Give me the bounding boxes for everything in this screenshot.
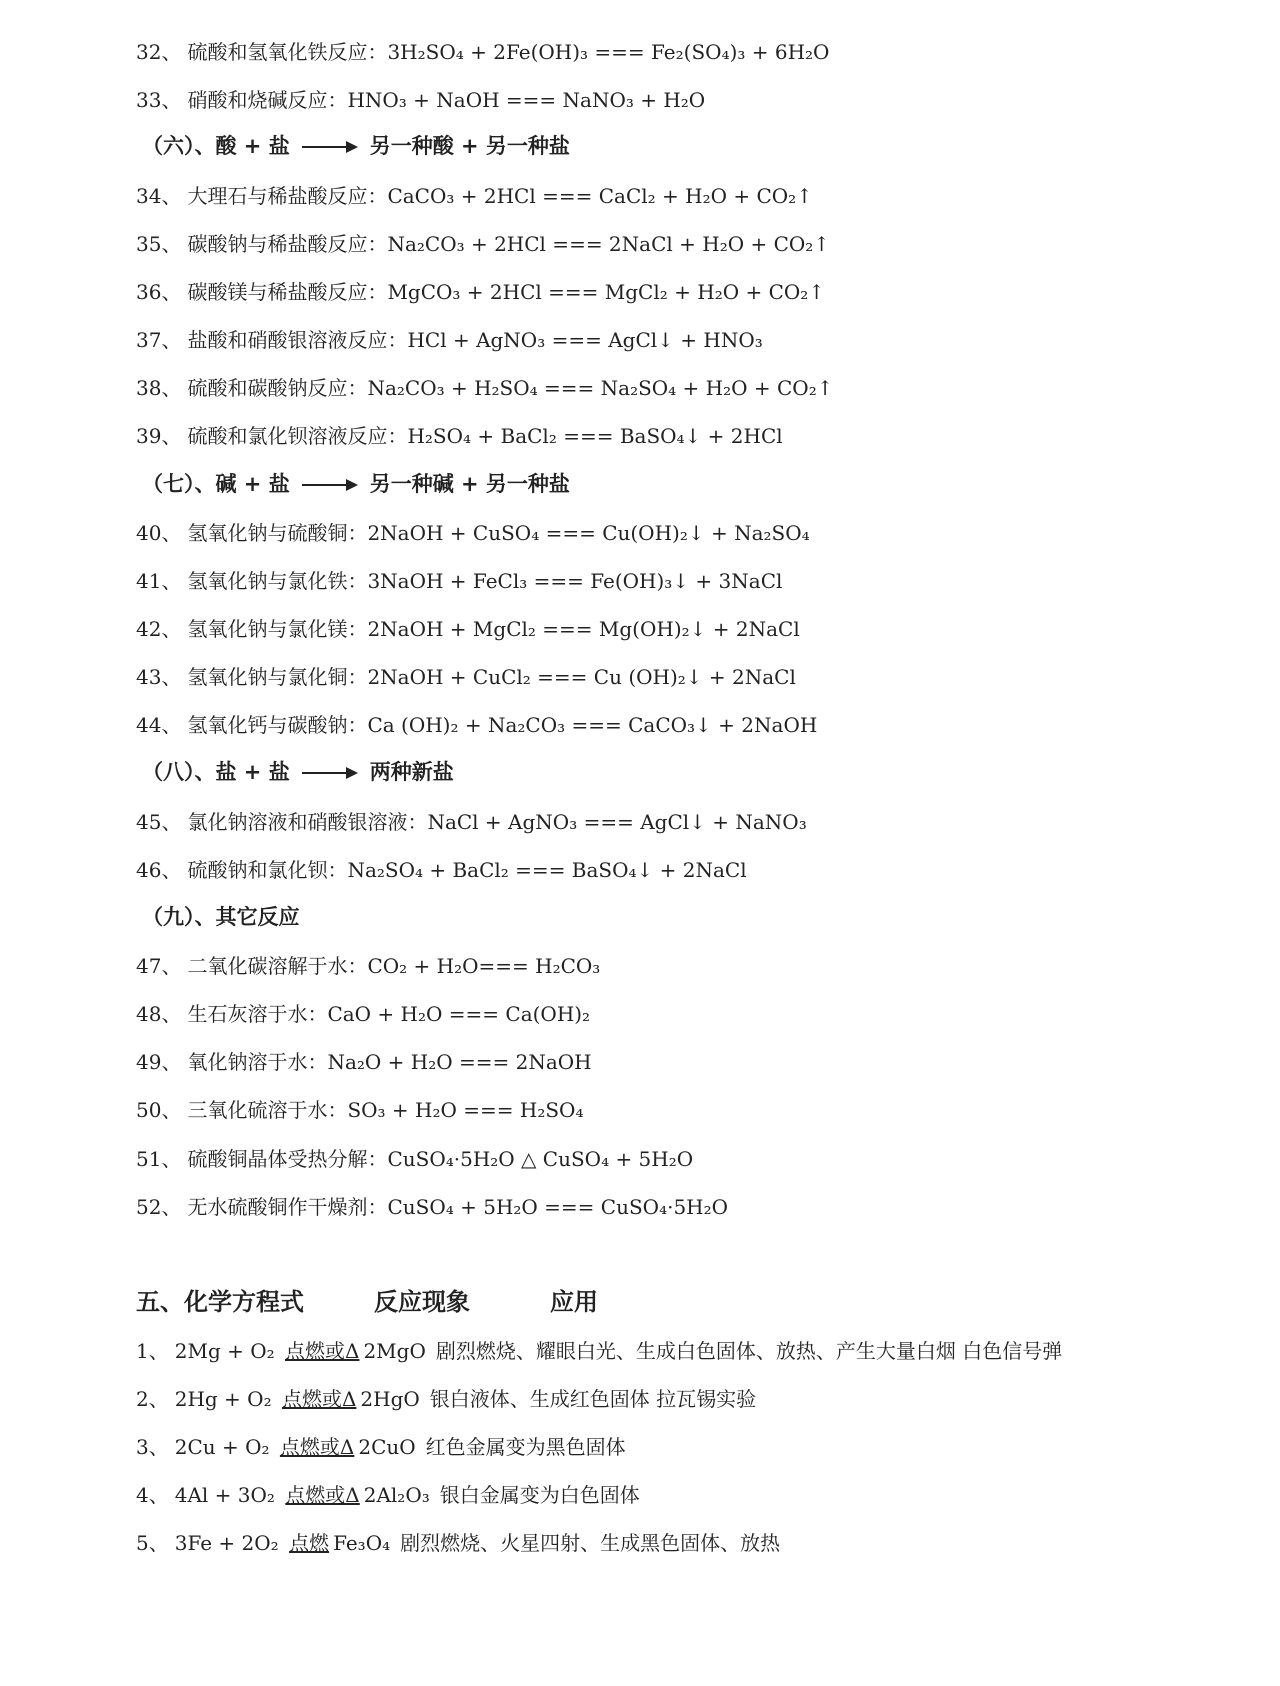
equation-line: 34、 大理石与稀盐酸反应：CaCO₃ + 2HCl === CaCl₂ + H₂O + CO₂↑ — [136, 184, 813, 208]
equation-line: 38、 硫酸和碳酸钠反应：Na₂CO₃ + H₂SO₄ === Na₂SO₄ + H₂O + CO₂↑ — [136, 376, 834, 400]
arrow-right-icon — [302, 141, 358, 153]
reaction-row: 1、 2Mg + O₂ 点燃或Δ 2MgO 剧烈燃烧、耀眼白光、生成白色固体、放热、产生大量白烟 白色信号弹 — [136, 1339, 1063, 1363]
equation-line: 46、 硫酸钠和氯化钡：Na₂SO₄ + BaCl₂ === BaSO₄↓ + 2NaCl — [136, 858, 747, 882]
equation-line: 39、 硫酸和氯化钡溶液反应：H₂SO₄ + BaCl₂ === BaSO₄↓ + 2HCl — [136, 424, 783, 448]
equation-line: 33、 硝酸和烧碱反应：HNO₃ + NaOH === NaNO₃ + H₂O — [136, 88, 706, 112]
col-heading-application: 应用 — [550, 1288, 598, 1316]
col-heading-phenomenon: 反应现象 — [374, 1288, 470, 1316]
reaction-row: 4、 4Al + 3O₂ 点燃或Δ 2Al₂O₃ 银白金属变为白色固体 — [136, 1483, 640, 1507]
equation-line: 50、 三氧化硫溶于水：SO₃ + H₂O === H₂SO₄ — [136, 1098, 584, 1122]
section-heading-other: （九）、其它反应 — [142, 905, 300, 929]
equation-line: 43、 氢氧化钠与氯化铜：2NaOH + CuCl₂ === Cu (OH)₂↓ + 2NaCl — [136, 665, 796, 689]
equation-line: 32、 硫酸和氢氧化铁反应：3H₂SO₄ + 2Fe(OH)₃ === Fe₂(SO₄)₃ + 6H₂O — [136, 40, 830, 64]
equation-line: 36、 碳酸镁与稀盐酸反应：MgCO₃ + 2HCl === MgCl₂ + H₂O + CO₂↑ — [136, 280, 826, 304]
equation-line: 37、 盐酸和硝酸银溶液反应：HCl + AgNO₃ === AgCl↓ + HNO₃ — [136, 328, 763, 352]
equation-line: 44、 氢氧化钙与碳酸钠：Ca (OH)₂ + Na₂CO₃ === CaCO₃↓ + 2NaOH — [136, 713, 818, 737]
equation-line: 35、 碳酸钠与稀盐酸反应：Na₂CO₃ + 2HCl === 2NaCl + H₂O + CO₂↑ — [136, 232, 831, 256]
section-heading-salt-salt: （八）、盐 + 盐 两种新盐 — [142, 760, 454, 784]
chapter-heading — [136, 1286, 598, 1318]
equation-line: 40、 氢氧化钠与硫酸铜：2NaOH + CuSO₄ === Cu(OH)₂↓ + Na₂SO₄ — [136, 521, 810, 545]
equation-line: 45、 氯化钠溶液和硝酸银溶液：NaCl + AgNO₃ === AgCl↓ + NaNO₃ — [136, 810, 807, 834]
section-heading-base-salt: （七）、碱 + 盐 另一种碱 + 另一种盐 — [142, 472, 570, 496]
col-heading-equation: 五、化学方程式 — [136, 1288, 304, 1316]
arrow-right-icon — [302, 479, 358, 491]
equation-line: 52、 无水硫酸铜作干燥剂：CuSO₄ + 5H₂O === CuSO₄·5H₂O — [136, 1195, 729, 1219]
reaction-row: 2、 2Hg + O₂ 点燃或Δ 2HgO 银白液体、生成红色固体 拉瓦锡实验 — [136, 1387, 757, 1411]
equation-line: 49、 氧化钠溶于水：Na₂O + H₂O === 2NaOH — [136, 1050, 592, 1074]
equation-line: 42、 氢氧化钠与氯化镁：2NaOH + MgCl₂ === Mg(OH)₂↓ + 2NaCl — [136, 617, 800, 641]
equation-line: 47、 二氧化碳溶解于水：CO₂ + H₂O=== H₂CO₃ — [136, 954, 601, 978]
reaction-row: 5、 3Fe + 2O₂ 点燃 Fe₃O₄ 剧烈燃烧、火星四射、生成黑色固体、放热 — [136, 1531, 781, 1555]
equation-line: 51、 硫酸铜晶体受热分解：CuSO₄·5H₂O △ CuSO₄ + 5H₂O — [136, 1147, 694, 1171]
equation-line: 41、 氢氧化钠与氯化铁：3NaOH + FeCl₃ === Fe(OH)₃↓ + 3NaCl — [136, 569, 783, 593]
arrow-right-icon — [302, 767, 358, 779]
reaction-row: 3、 2Cu + O₂ 点燃或Δ 2CuO 红色金属变为黑色固体 — [136, 1435, 626, 1459]
section-heading-acid-salt: （六）、酸 + 盐 另一种酸 + 另一种盐 — [142, 134, 570, 158]
equation-line: 48、 生石灰溶于水：CaO + H₂O === Ca(OH)₂ — [136, 1002, 591, 1026]
